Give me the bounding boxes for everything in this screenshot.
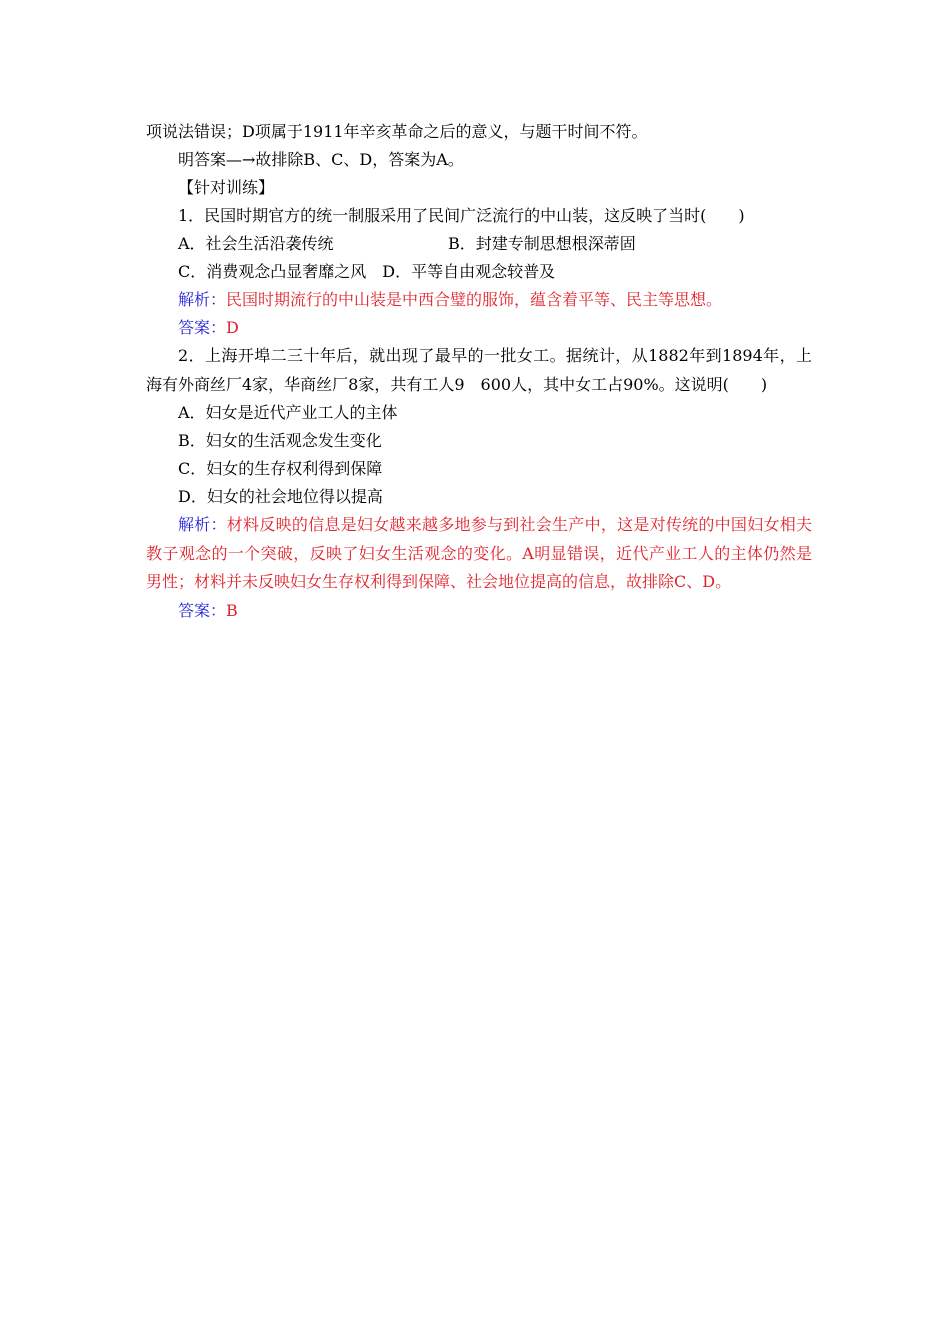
q2-answer-value: B — [226, 600, 238, 620]
q2-analysis — [146, 511, 812, 597]
document-page — [146, 118, 812, 625]
q2-stem: 2．上海开埠二三十年后，就出现了最早的一批女工。据统计，从1882年到1894年，上海有外商丝厂4家，华商丝厂8家，共有工人9 600人，其中女工占90%。这说明( ) — [146, 346, 812, 394]
q1-option-a: A．社会生活沿袭传统 — [178, 234, 334, 253]
intro-line-2: 明答案—→故排除B、C、D，答案为A。 — [178, 150, 464, 169]
q1-answer-value: D — [226, 318, 239, 337]
q1-analysis — [146, 286, 812, 314]
q2-option-d: D．妇女的社会地位得以提高 — [178, 487, 383, 506]
q1-stem: 1．民国时期官方的统一制服采用了民间广泛流行的中山装，这反映了当时( ) — [178, 206, 745, 225]
q1-analysis-text: 民国时期流行的中山装是中西合璧的服饰，蕴含着平等、民主等思想。 — [226, 290, 723, 309]
q1-answer — [146, 314, 812, 342]
q1-option-b: B．封建专制思想根深蒂固 — [448, 234, 636, 253]
q2-option-a: A．妇女是近代产业工人的主体 — [178, 403, 398, 422]
q2-answer — [146, 597, 812, 625]
q1-options-row-2 — [146, 258, 812, 286]
q2-analysis-label: 解析： — [178, 515, 227, 534]
section-heading: 【针对训练】 — [178, 178, 275, 197]
q1-answer-label: 答案： — [178, 318, 227, 337]
q1-option-d: D．平等自由观念较普及 — [382, 262, 556, 281]
q2-option-c: C．妇女的生存权利得到保障 — [178, 459, 383, 478]
q1-options-row-1 — [146, 230, 812, 258]
q2-analysis-text: 材料反映的信息是妇女越来越多地参与到社会生产中，这是对传统的中国妇女相夫教子观念的一个突破，反映了妇女生活观念的变化。A明显错误，近代产业工人的主体仍然是男性；材料并未反映妇女生存权利得到保障、社会地位提高的信息，故排除C、D。 — [146, 515, 812, 591]
intro-line-1: 项说法错误；D项属于1911年辛亥革命之后的意义，与题干时间不符。 — [146, 122, 648, 141]
q1-analysis-label: 解析： — [178, 290, 227, 309]
q2-answer-label: 答案： — [178, 600, 227, 620]
q1-option-c: C．消费观念凸显奢靡之风 — [178, 262, 367, 281]
q2-option-b: B．妇女的生活观念发生变化 — [178, 431, 382, 450]
